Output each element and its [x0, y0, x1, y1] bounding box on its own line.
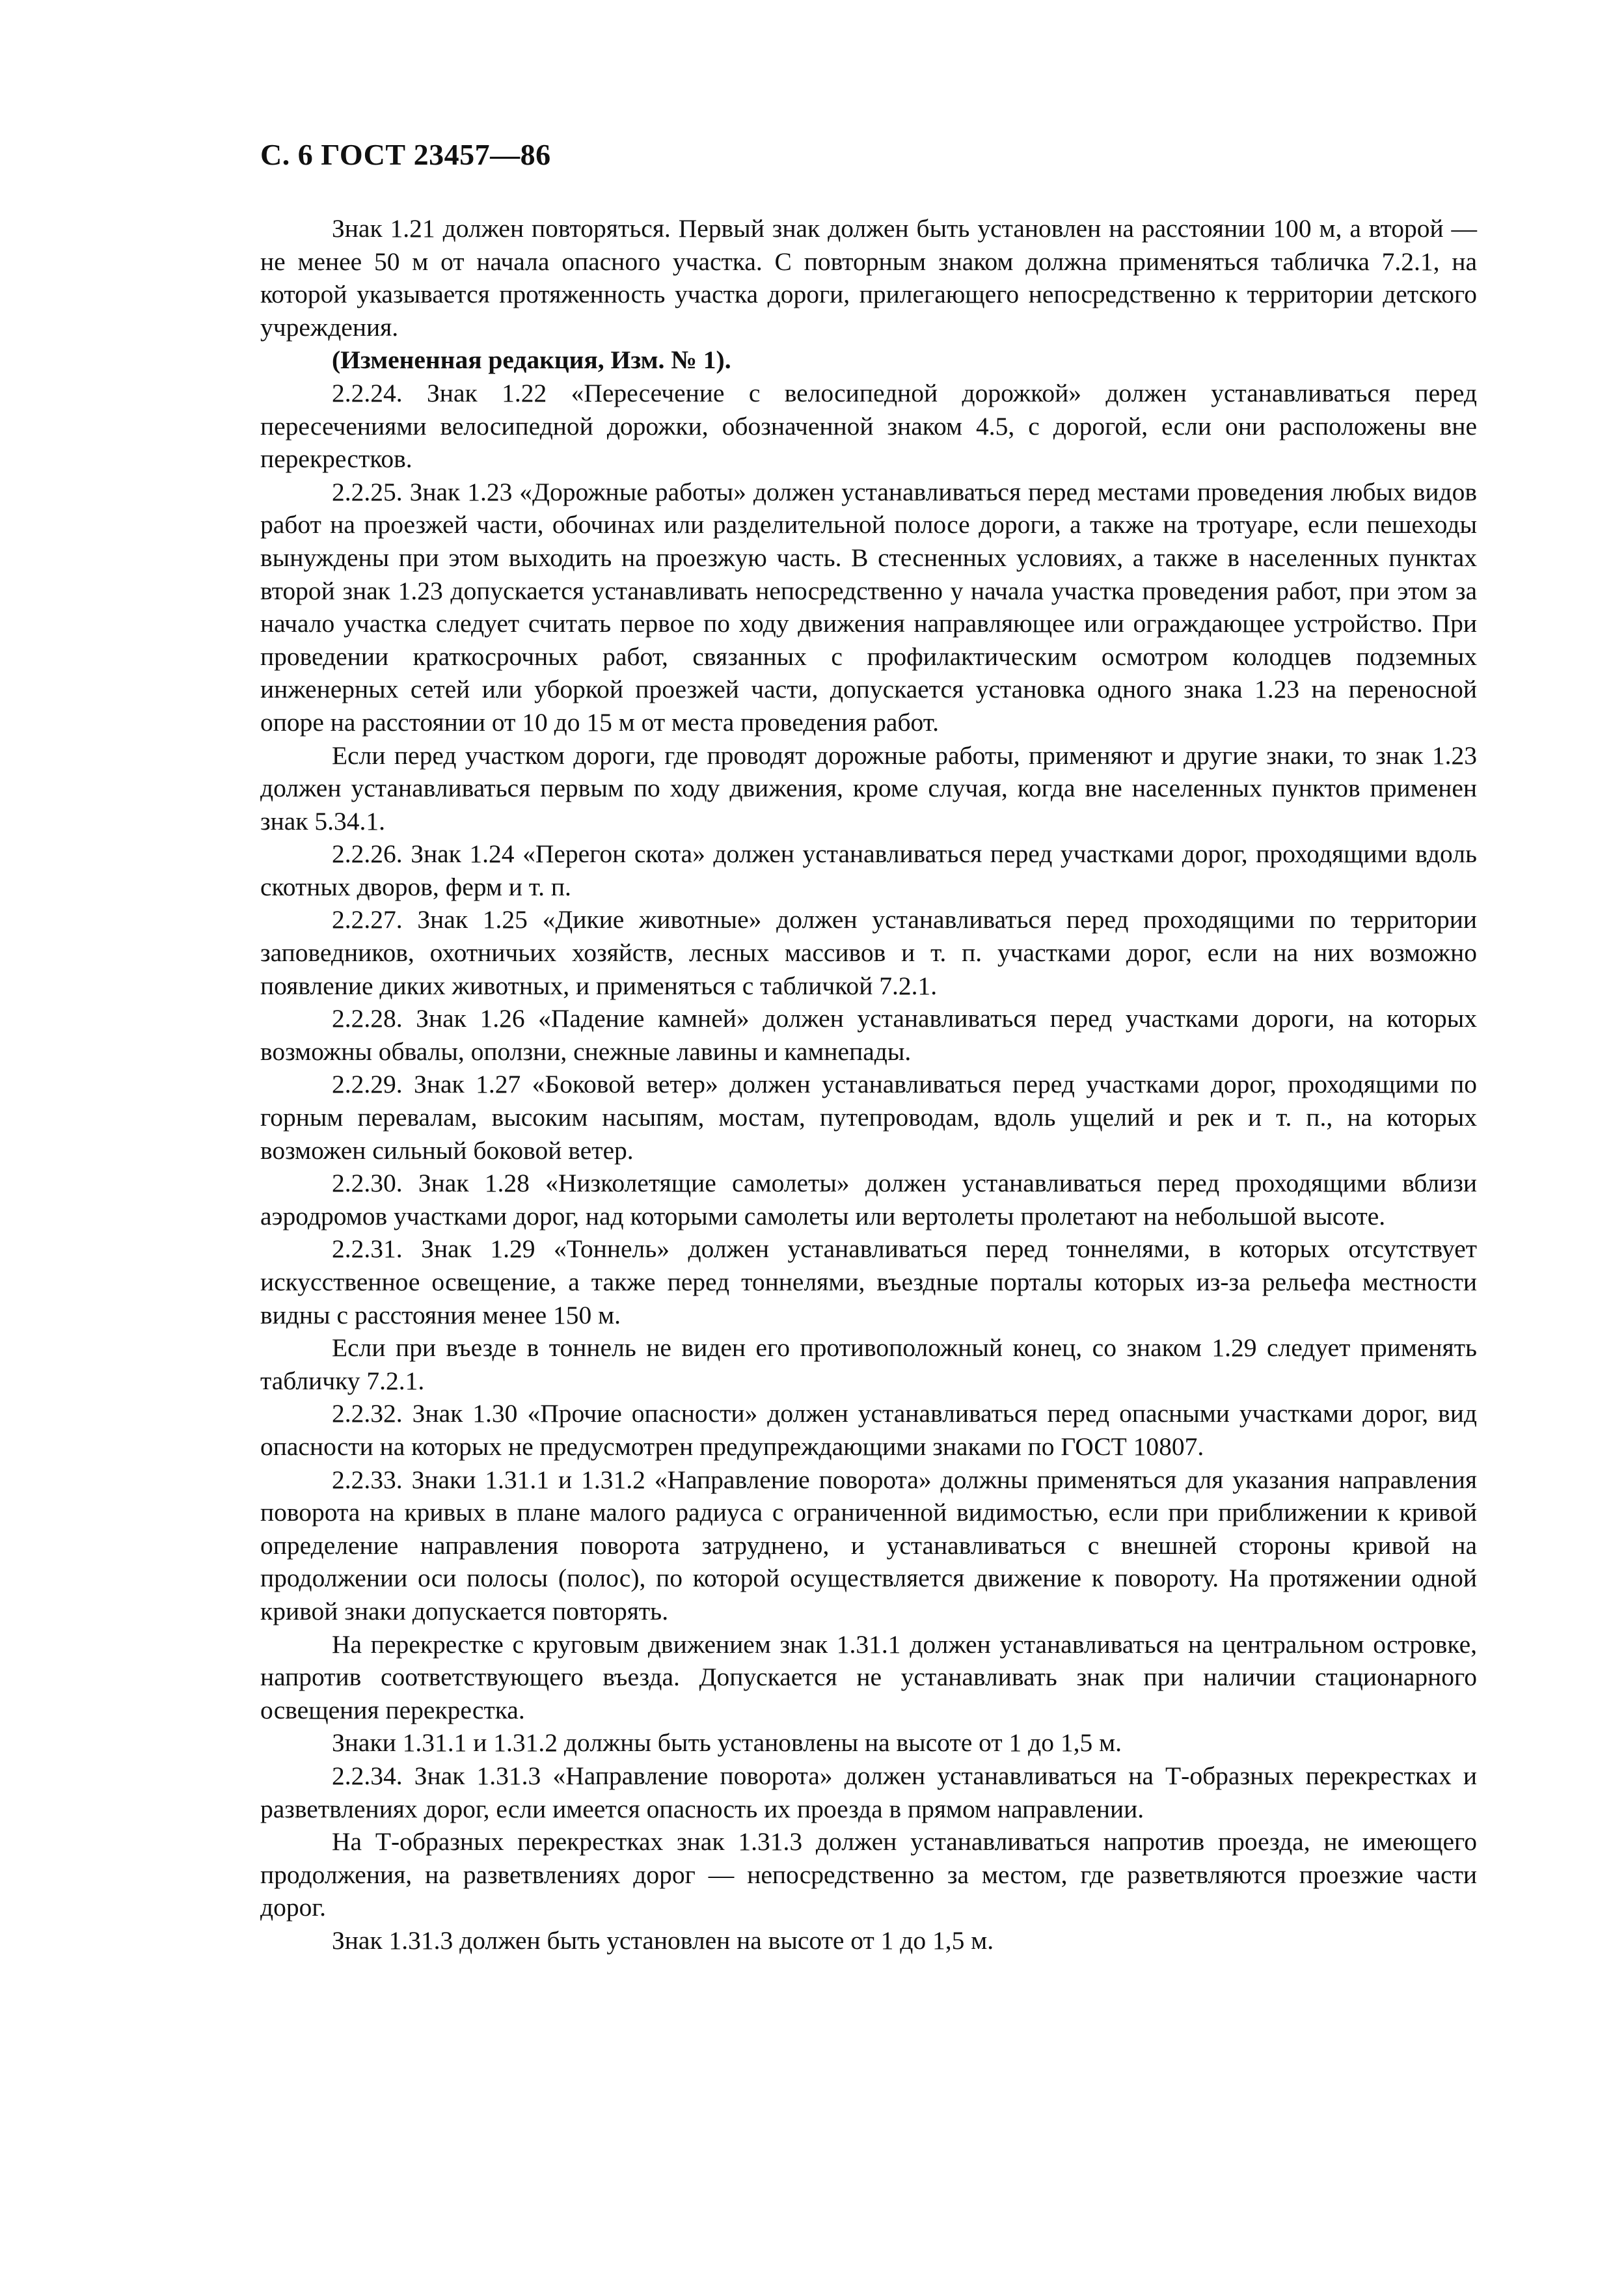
paragraph-2-2-31-continued: Если при въезде в тоннель не виден его противоположный конец, со знаком 1.29 следует применять табличку 7.2.1. [260, 1333, 1477, 1395]
paragraph-2-2-32: 2.2.32. Знак 1.30 «Прочие опасности» должен устанавливаться перед опасными участками дорог, вид опасности на которых не предусмотрен предупреждающими знаками по ГОСТ 10807. [260, 1399, 1477, 1461]
paragraph-2-2-25-continued: Если перед участком дороги, где проводят дорожные работы, применяют и другие знаки, то знак 1.23 должен устанавливаться первым по ходу движения, кроме случая, когда вне населенных пунктов применен знак 5.34.1. [260, 741, 1477, 836]
paragraph-2-2-33-roundabout: На перекрестке с круговым движением знак 1.31.1 должен устанавливаться на центральном островке, напротив соответствующего въезда. Допускается не устанавливать знак при наличии стационарного освещения перекрестка. [260, 1629, 1477, 1724]
paragraph-2-2-33-height: Знаки 1.31.1 и 1.31.2 должны быть установлены на высоте от 1 до 1,5 м. [332, 1728, 1122, 1758]
paragraph-2-2-33: 2.2.33. Знаки 1.31.1 и 1.31.2 «Направление поворота» должны применяться для указания направления поворота на кривых в плане малого радиуса с ограниченной видимостью, если при приближении к кривой определение направления поворота затруднено, и устанавливаться с внешней стороны кривой на продолжении оси полосы (полос), по которой осуществляется движение к повороту. На протяжении одной кривой знаки допускается повторять. [260, 1465, 1477, 1625]
paragraph-2-2-27: 2.2.27. Знак 1.25 «Дикие животные» должен устанавливаться перед проходящими по территории заповедников, охотничьих хозяйств, лесных массивов и т. п. участками дорог, если на них возможно появление диких животных, и применяться с табличкой 7.2.1. [260, 905, 1477, 1000]
paragraph-2-2-30: 2.2.30. Знак 1.28 «Низколетящие самолеты» должен устанавливаться перед проходящими вблизи аэродромов участками дорог, над которыми самолеты или вертолеты пролетают на небольшой высоте. [260, 1169, 1477, 1230]
paragraph-2-2-28: 2.2.28. Знак 1.26 «Падение камней» должен устанавливаться перед участками дороги, на которых возможны обвалы, оползни, снежные лавины и камнепады. [260, 1004, 1477, 1066]
paragraph-2-2-24: 2.2.24. Знак 1.22 «Пересечение с велосипедной дорожкой» должен устанавливаться перед пересечениями велосипедной дорожки, обозначенной знаком 4.5, с дорогой, если они расположены вне перекрестков. [260, 378, 1477, 474]
paragraph-2-2-34-t-junction: На Т-образных перекрестках знак 1.31.3 должен устанавливаться напротив проезда, не имеющего продолжения, на разветвлениях дорог — непосредственно за местом, где разветвляются проезжие части дорог. [260, 1827, 1477, 1922]
paragraph-2-2-34-height: Знак 1.31.3 должен быть установлен на высоте от 1 до 1,5 м. [332, 1925, 994, 1955]
document-page [260, 137, 1477, 1957]
paragraph-sign-1-21: Знак 1.21 должен повторяться. Первый знак должен быть установлен на расстоянии 100 м, а второй — не менее 50 м от начала опасного участка. С повторным знаком должна применяться табличка 7.2.1, на которой указывается протяженность участка дороги, прилегающего непосредственно к территории детского учреждения. [260, 214, 1477, 342]
page-header: С. 6 ГОСТ 23457—86 [260, 138, 551, 171]
paragraph-2-2-26: 2.2.26. Знак 1.24 «Перегон скота» должен устанавливаться перед участками дорог, проходящими вдоль скотных дворов, ферм и т. п. [260, 839, 1477, 901]
paragraph-2-2-31: 2.2.31. Знак 1.29 «Тоннель» должен устанавливаться перед тоннелями, в которых отсутствует искусственное освещение, а также перед тоннелями, въездные порталы которых из-за рельефа местности видны с расстояния менее 150 м. [260, 1234, 1477, 1329]
paragraph-2-2-25: 2.2.25. Знак 1.23 «Дорожные работы» должен устанавливаться перед местами проведения любых видов работ на проезжей части, обочинах или разделительной полосе дороги, а также на тротуаре, если пешеходы вынуждены при этом выходить на проезжую часть. В стесненных условиях, а также в населенных пунктах второй знак 1.23 допускается устанавливать непосредственно у начала участка проведения работ, при этом за начало участка следует считать первое по ходу движения направляющее или ограждающее устройство. При проведении краткосрочных работ, связанных с профилактическим осмотром колодцев подземных инженерных сетей или уборкой проезжей части, допускается установка одного знака 1.23 на переносной опоре на расстоянии от 10 до 15 м от места проведения работ. [260, 477, 1477, 737]
paragraph-2-2-29: 2.2.29. Знак 1.27 «Боковой ветер» должен устанавливаться перед участками дорог, проходящими по горным перевалам, высоким насыпям, мостам, путепроводам, вдоль ущелий и рек и т. п., на которых возможен сильный боковой ветер. [260, 1070, 1477, 1165]
amendment-note: (Измененная редакция, Изм. № 1). [332, 346, 731, 375]
paragraph-2-2-34: 2.2.34. Знак 1.31.3 «Направление поворота» должен устанавливаться на Т-образных перекрестках и разветвлениях дорог, если имеется опасность их проезда в прямом направлении. [260, 1761, 1477, 1823]
